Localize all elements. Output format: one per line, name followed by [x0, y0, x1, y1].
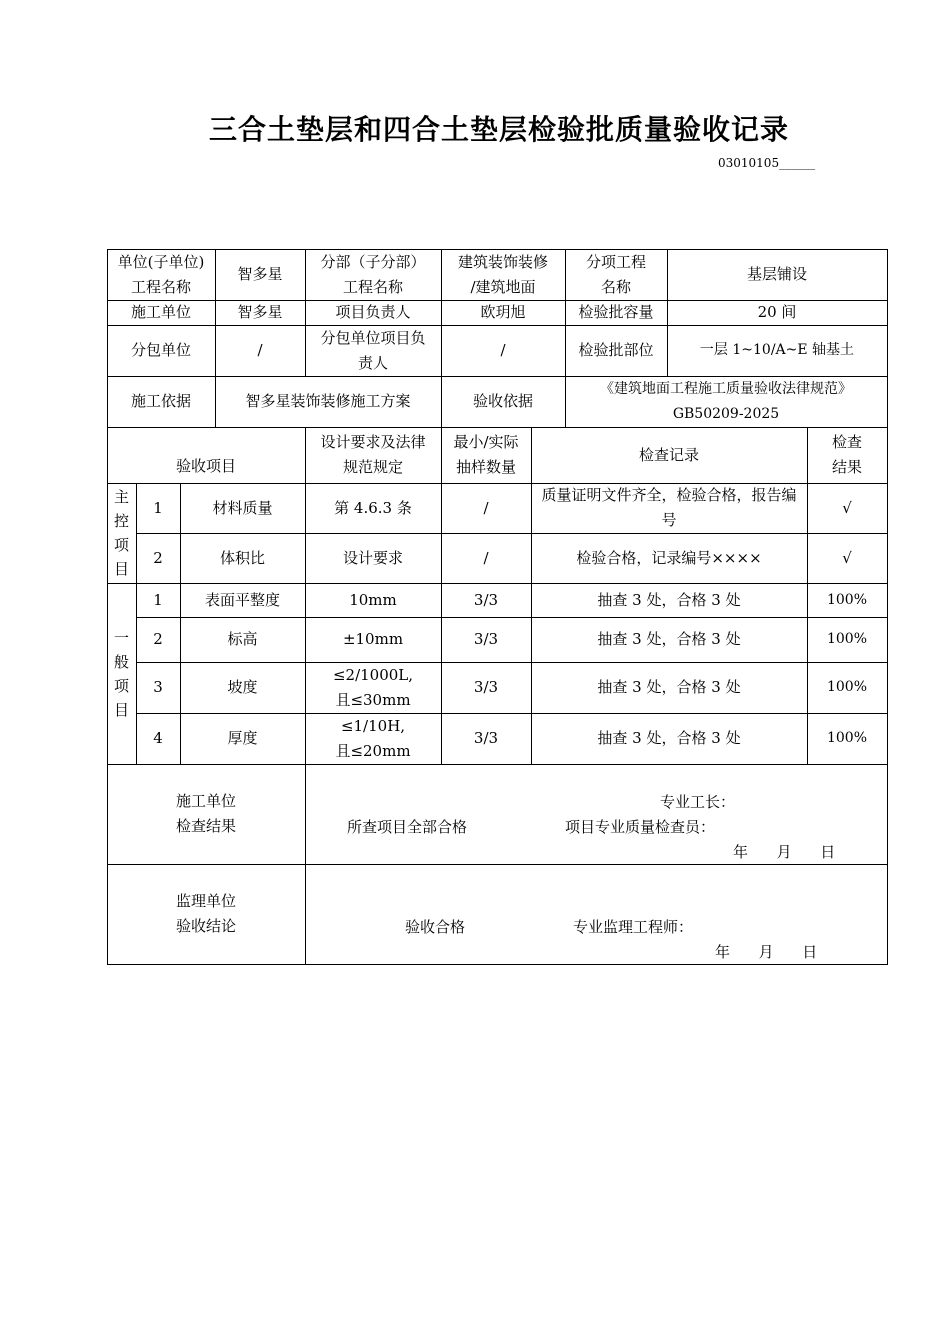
general-item-requirement: ≤2/1000L, 且≤30mm — [332, 665, 414, 709]
batch-position-value: 一层 1~10/A~E 轴基土 — [699, 342, 855, 358]
document-number: 03010105______ — [718, 156, 816, 170]
subcontractor-value: / — [257, 341, 263, 359]
main-item-requirement: 设计要求 — [342, 548, 403, 567]
quality-inspector-label: 项目专业质量检查员： — [565, 818, 716, 836]
contractor-check-label: 施工单位 检查结果 — [175, 792, 236, 835]
supervising-engineer-label: 专业监理工程师： — [573, 918, 694, 936]
main-item-name: 体积比 — [219, 548, 265, 567]
sub-pm-label: 分包单位项目负 责人 — [320, 328, 426, 372]
col-check-result: 检查 结果 — [831, 433, 862, 476]
main-control-group-label: 主 控 项 目 — [113, 488, 129, 578]
main-item-no: 1 — [153, 498, 163, 517]
contractor-label: 施工单位 — [130, 303, 191, 321]
general-item-no: 2 — [153, 630, 163, 648]
main-item-result: √ — [842, 498, 852, 517]
general-item-record: 抽查 3 处，合格 3 处 — [597, 590, 741, 609]
project-manager-value: 欧玥旭 — [480, 303, 526, 321]
construction-basis-label: 施工依据 — [130, 392, 191, 410]
batch-position-label: 检验批部位 — [578, 341, 654, 359]
supervisor-check-result: 验收合格 — [405, 918, 466, 936]
general-item-no: 3 — [153, 678, 163, 696]
general-item-result: 100% — [826, 591, 868, 608]
general-item-result: 100% — [826, 730, 868, 746]
inspection-record-table — [107, 249, 888, 965]
general-item-result: 100% — [826, 631, 868, 647]
general-item-record: 抽查 3 处，合格 3 处 — [597, 729, 741, 747]
general-group-label: 一 般 项 目 — [113, 628, 129, 719]
col-check-record: 检查记录 — [638, 445, 699, 464]
general-item-name: 厚度 — [227, 729, 258, 747]
general-item-name: 坡度 — [227, 678, 258, 696]
general-item-name: 表面平整度 — [204, 590, 280, 609]
col-sample-count: 最小/实际 抽样数量 — [453, 433, 519, 476]
general-item-result: 100% — [826, 679, 868, 695]
general-item-sample: 3/3 — [473, 590, 499, 609]
sub-pm-value: / — [500, 341, 506, 359]
general-item-sample: 3/3 — [473, 729, 499, 747]
item-project-label: 分项工程 名称 — [585, 252, 646, 296]
col-requirement: 设计要求及法律 规范规定 — [320, 433, 426, 476]
general-item-record: 抽查 3 处，合格 3 处 — [597, 630, 741, 648]
acceptance-basis-value: 《建筑地面工程施工质量验收法律规范》 GB50209-2025 — [600, 380, 852, 422]
general-item-sample: 3/3 — [473, 630, 499, 648]
general-item-no: 1 — [153, 590, 163, 609]
construction-basis-value: 智多星装饰装修施工方案 — [245, 392, 411, 410]
general-item-no: 4 — [153, 729, 163, 747]
contractor-check-date: 年 月 日 — [733, 843, 836, 861]
unit-name-value: 智多星 — [237, 265, 283, 283]
contractor-value: 智多星 — [237, 303, 283, 321]
unit-name-label: 单位(子单位) 工程名称 — [117, 252, 205, 296]
acceptance-basis-label: 验收依据 — [472, 392, 533, 410]
main-item-result: √ — [842, 548, 852, 567]
sub-project-label: 分部（子分部） 工程名称 — [320, 252, 426, 296]
col-acceptance-item: 验收项目 — [175, 456, 236, 475]
subcontractor-label: 分包单位 — [130, 341, 191, 359]
sub-project-value: 建筑装饰装修 /建筑地面 — [457, 252, 548, 296]
main-item-record: 检验合格，记录编号×××× — [576, 548, 762, 567]
main-item-sample: / — [483, 548, 489, 567]
item-project-value: 基层铺设 — [746, 265, 807, 283]
page-title: 三合土垫层和四合土垫层检验批质量验收记录 — [208, 113, 789, 146]
general-item-requirement: ≤1/10H, 且≤20mm — [335, 716, 411, 760]
contractor-check-result: 所查项目全部合格 — [347, 818, 468, 836]
general-item-requirement: 10mm — [349, 590, 397, 609]
batch-capacity-value: 20 间 — [757, 303, 797, 321]
general-item-requirement: ±10mm — [342, 630, 404, 648]
main-item-sample: / — [483, 498, 489, 517]
general-item-sample: 3/3 — [473, 678, 499, 696]
main-item-requirement: 第 4.6.3 条 — [334, 498, 412, 517]
main-item-record: 质量证明文件齐全，检验合格，报告编号 — [541, 486, 797, 529]
general-item-record: 抽查 3 处，合格 3 处 — [597, 678, 741, 696]
supervisor-check-label: 监理单位 验收结论 — [175, 892, 236, 935]
supervisor-check-date: 年 月 日 — [715, 943, 818, 961]
main-item-no: 2 — [153, 548, 163, 567]
batch-capacity-label: 检验批容量 — [578, 303, 654, 321]
foreman-label: 专业工长： — [660, 793, 736, 811]
general-item-name: 标高 — [227, 630, 258, 648]
main-item-name: 材料质量 — [212, 498, 273, 517]
project-manager-label: 项目负责人 — [335, 303, 411, 321]
